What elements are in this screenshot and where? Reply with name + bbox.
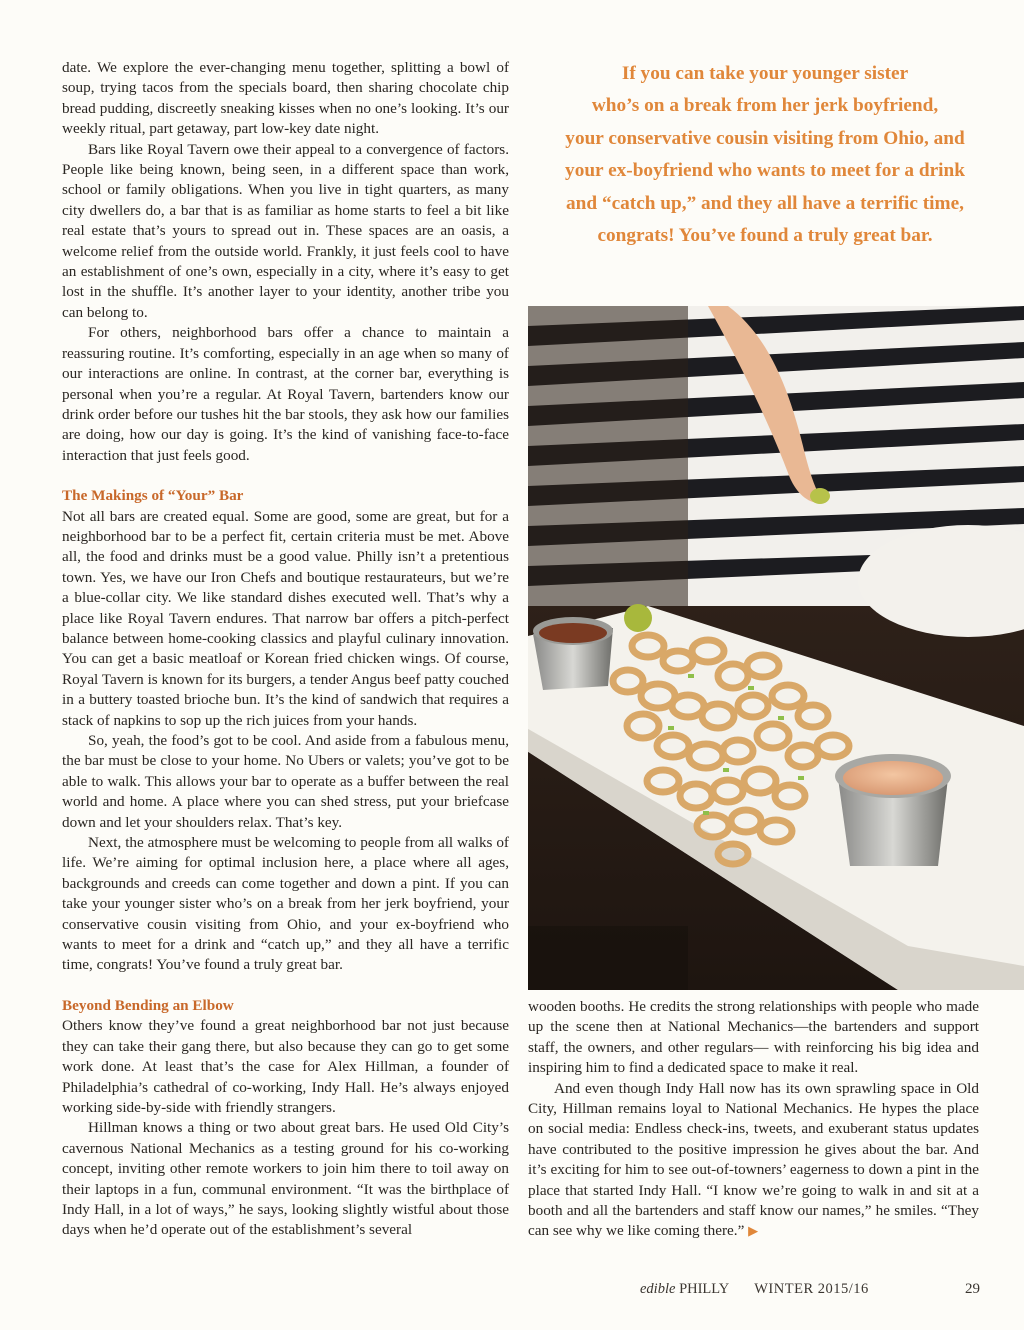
pull-quote — [530, 58, 1000, 252]
sauce-cup-large — [835, 754, 951, 866]
end-of-article-icon: ▶ — [748, 1223, 759, 1239]
page-footer — [640, 1281, 980, 1298]
paragraph-text: And even though Indy Hall now has its own sprawling space in Old City, Hillman remains loyal to National Mechanics. He hypes the place on social media: Endless check-ins, tweets, and exuberant status updates have contributed to the positive impression he gives about the bar. And it’s exciting for him to see out-of-towners’ eagerness to down a pint in the place that started Indy Hall. “I know we’re going to walk in and sit at a booth and all the bartenders and staff know our names,” he smiles. “They can see why we like coming there.” — [528, 1079, 979, 1240]
calamari-plate-illustration — [528, 306, 1024, 990]
paragraph: date. We explore the ever-changing menu together, splitting a bowl of soup, trying tacos from the specials board, then sharing chocolate chip bread pudding, discreetly sneaking kisses when no one’s looking. It’s our weekly ritual, part getaway, part low-key date night. — [62, 59, 509, 138]
food-photo — [528, 306, 1024, 990]
pull-quote-line: congrats! You’ve found a truly great bar. — [597, 225, 933, 247]
paragraph: wooden booths. He credits the strong relationships with people who made up the scene then at National Mechanics—the bartenders and support staff, the owners, and other regulars— with reinforcing his big idea and inspiring him to find a dedicated space to make it real. — [528, 998, 979, 1077]
page-number: 29 — [965, 1281, 980, 1297]
pull-quote-line: If you can take your younger sister — [621, 63, 909, 84]
paragraph: Hillman knows a thing or two about great bars. He used Old City’s cavernous National Mechanics as a testing ground for his co-working concept, inviting other remote workers to join him there to toil away on their laptops in a fun, communal environment. “It was the birthplace of Indy Hall, in a lot of ways,” he says, looking slightly wistful about those days when he’d operate out of the establishment’s several — [62, 1119, 509, 1239]
pull-quote-line: who’s on a break from her jerk boyfriend, — [591, 95, 939, 117]
pull-quote-line: and “catch up,” and they all have a terrific time, — [566, 192, 964, 214]
issue-season: WINTER 2015/16 — [754, 1281, 869, 1297]
paragraph: Others know they’ve found a great neighborhood bar not just because they can take their gang there, but also because they can go to get some work done. At least that’s the case for Alex Hillman, a founder of Philadelphia’s cathedral of co-working, Indy Hall. He’s always enjoyed working side-by-side with friendly strangers. — [62, 1017, 509, 1116]
magazine-name-edible: edible — [640, 1281, 676, 1297]
paragraph — [528, 1079, 979, 1242]
paragraph: Next, the atmosphere must be welcoming to people from all walks of life. We’re aiming for optimal inclusion here, a place where all ages, backgrounds and creeds can come together and down a pint. If you can take your younger sister who’s on a break from her jerk boyfriend, your conservative cousin visiting from Ohio, and your ex-boyfriend who wants to meet for a drink and “catch up,” and they all have a terrific time, congrats! You’ve found a truly great bar. — [62, 834, 509, 974]
paragraph: Not all bars are created equal. Some are good, some are great, but for a neighborhood bar to be a perfect fit, certain criteria must be met. Above all, the food and drinks must be a good value. Philly isn’t a pretentious town. Yes, we have our Iron Chefs and boutique restaurateurs, but we’re a blue-collar city. We like standard dishes executed well. That’s why a place like Royal Tavern endures. That narrow bar offers a pitch-perfect balance between home-cooking classics and playful culinary innovation. You can get a basic meatloaf or Korean fried chicken wings. Of course, Royal Tavern is known for its burgers, a tender Angus beef patty couched in a buttery toasted brioche bun. It’s the kind of sandwich that requires a stack of napkins to sop up the rich juices from your hands. — [62, 507, 509, 729]
article-left-column — [62, 58, 509, 1241]
paragraph: Bars like Royal Tavern owe their appeal to a convergence of factors. People like being known, being seen, in a different space than work, school or family obligations. When you live in tight quarters, as many city dwellers do, a bar that is as familiar as home starts to feel a bit like real estate that’s yours to spread out in. These spaces are an oasis, a welcome relief from the outside world. Frankly, it just feels cool to have an establishment of one’s own, especially in a city, where it’s easy to get lost in the shuffle. It’s another layer to your identity, another tribe you can belong to. — [62, 140, 509, 321]
paragraph: For others, neighborhood bars offer a chance to maintain a reassuring routine. It’s comforting, especially in an age when so many of our interactions are online. In contrast, at the corner bar, everything is personal when you’re a regular. At Royal Tavern, bartenders know our drink order before our tushes hit the bar stools, they ask how our families are doing, how our day is going. It’s the kind of vanishing face-to-face interaction that just feels good. — [62, 324, 509, 464]
pull-quote-line: your conservative cousin visiting from Ohio, and — [565, 127, 965, 149]
magazine-name-city: PHILLY — [679, 1281, 729, 1297]
section-heading: Beyond Bending an Elbow — [62, 996, 234, 1014]
section-heading: The Makings of “Your” Bar — [62, 487, 244, 505]
paragraph: So, yeah, the food’s got to be cool. And aside from a fabulous menu, the bar must be close to your home. No Ubers or valets; you’ve got to be able to walk. This allows your bar to operate as a buffer between the real world and home. A place where you can shed stress, put your briefcase down and let your shoulders relax. That’s key. — [62, 732, 509, 831]
pull-quote-line: your ex-boyfriend who wants to meet for a drink — [565, 160, 965, 182]
article-right-column — [528, 997, 979, 1242]
